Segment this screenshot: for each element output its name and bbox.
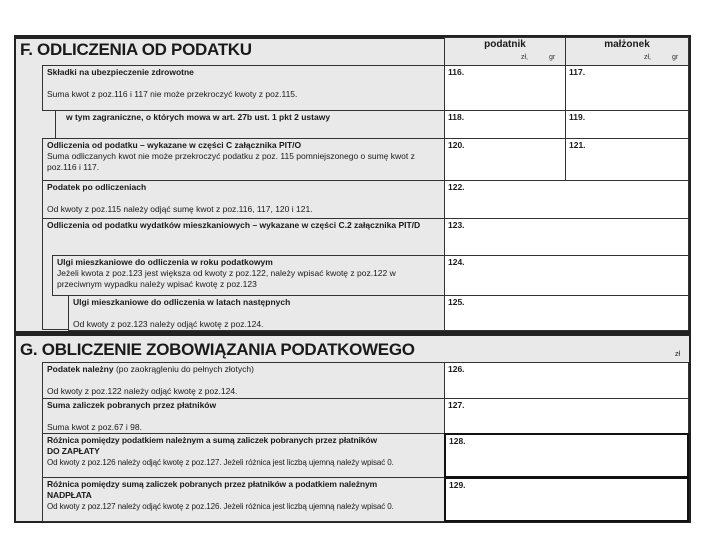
row-note: Suma kwot z poz.116 i 117 nie może przekroczyć kwoty z poz.115. xyxy=(47,89,298,99)
field-122[interactable] xyxy=(444,180,689,219)
unit-zl: zł, xyxy=(644,54,651,61)
row-ulgi-rok-podatkowy xyxy=(52,255,445,296)
row-nadplata xyxy=(42,477,445,522)
section-divider xyxy=(14,331,691,336)
column-label: małżonek xyxy=(604,39,650,50)
row-subtitle: NADPŁATA xyxy=(47,490,92,500)
field-125[interactable] xyxy=(444,295,689,331)
field-117[interactable] xyxy=(565,65,689,111)
field-123[interactable] xyxy=(444,218,689,256)
row-suma-zaliczek xyxy=(42,398,445,434)
field-120[interactable] xyxy=(444,138,566,181)
unit-zl: zł, xyxy=(521,54,528,61)
field-number: 119. xyxy=(569,112,586,122)
row-note: Suma odliczanych kwot nie może przekroczyć podatku z poz. 115 pomniejszonego o sumę kwot z poz.116 i 117. xyxy=(47,151,415,172)
row-title: Różnica pomiędzy sumą zaliczek pobranych przez płatników a podatkiem należnym xyxy=(47,479,378,489)
field-126[interactable] xyxy=(444,362,689,399)
field-128[interactable] xyxy=(444,433,689,478)
row-zagraniczne xyxy=(55,110,445,139)
row-note: Od kwoty z poz.126 należy odjąć kwotę z poz.127. Jeżeli różnica jest liczbą ujemną należy wpisać 0. xyxy=(47,458,394,467)
row-title: Odliczenia od podatku – wykazane w części C załącznika PIT/O xyxy=(47,140,302,150)
row-odliczenia-pito xyxy=(42,138,445,181)
field-116[interactable] xyxy=(444,65,566,111)
row-title: Ulgi mieszkaniowe do odliczenia w latach następnych xyxy=(73,297,291,307)
field-124[interactable] xyxy=(444,255,689,296)
unit-gr: gr xyxy=(549,54,556,61)
section-g-title: G. OBLICZENIE ZOBOWIĄZANIA PODATKOWEGO xyxy=(20,340,415,359)
field-number: 123. xyxy=(448,220,465,230)
field-number: 121. xyxy=(569,140,586,150)
row-note: Od kwoty z poz.123 należy odjąć kwotę z poz.124. xyxy=(73,319,264,329)
field-number: 126. xyxy=(448,364,465,374)
field-number: 124. xyxy=(448,257,465,267)
section-f-title: F. ODLICZENIA OD PODATKU xyxy=(20,40,252,59)
column-header-malzonek xyxy=(565,37,689,66)
row-title: Różnica pomiędzy podatkiem należnym a sumą zaliczek pobranych przez płatników xyxy=(47,435,378,445)
row-title: Suma zaliczek pobranych przez płatników xyxy=(47,400,217,410)
field-119[interactable] xyxy=(565,110,689,139)
field-number: 118. xyxy=(448,112,465,122)
row-title: Podatek należny xyxy=(47,364,114,374)
column-label: podatnik xyxy=(484,39,526,50)
row-note: Od kwoty z poz.115 należy odjąć sumę kwot z poz.116, 117, 120 i 121. xyxy=(47,204,313,214)
field-number: 129. xyxy=(449,480,466,490)
row-subtitle: DO ZAPŁATY xyxy=(47,446,100,456)
field-number: 128. xyxy=(449,436,466,446)
field-129[interactable] xyxy=(444,477,689,522)
field-number: 125. xyxy=(448,297,465,307)
row-note: Suma kwot z poz.67 i 98. xyxy=(47,422,142,432)
field-number: 116. xyxy=(448,67,465,77)
unit-zl: zł xyxy=(675,351,681,358)
row-podatek-po-odliczeniach xyxy=(42,180,445,219)
row-note: Jeżeli kwota z poz.123 jest większa od kwoty z poz.122, należy wpisać kwotę z poz.122 w przeciwnym wypadku należy wpisać kwotę z poz.123 xyxy=(57,268,396,289)
row-note: Od kwoty z poz.127 należy odjąć kwotę z poz.126. Jeżeli różnica jest liczbą ujemną należy wpisać 0. xyxy=(47,502,394,511)
row-title: w tym zagraniczne, o których mowa w art. 27b ust. 1 pkt 2 ustawy xyxy=(66,112,331,122)
row-ulgi-lata-nastepne xyxy=(68,295,445,331)
row-title: Składki na ubezpieczenie zdrowotne xyxy=(47,67,194,77)
column-header-podatnik xyxy=(444,37,566,66)
field-118[interactable] xyxy=(444,110,566,139)
field-127[interactable] xyxy=(444,398,689,434)
field-number: 127. xyxy=(448,400,465,410)
unit-gr: gr xyxy=(672,54,679,61)
field-number: 122. xyxy=(448,182,465,192)
field-number: 117. xyxy=(569,67,586,77)
row-title-extra: (po zaokrągleniu do pełnych złotych) xyxy=(113,364,254,374)
row-title: Ulgi mieszkaniowe do odliczenia w roku podatkowym xyxy=(57,257,273,267)
row-podatek-nalezny xyxy=(42,362,445,399)
row-skladki xyxy=(42,65,445,111)
field-121[interactable] xyxy=(565,138,689,181)
row-note: Od kwoty z poz.122 należy odjąć kwotę z poz.124. xyxy=(47,386,238,396)
row-do-zaplaty xyxy=(42,433,445,478)
field-number: 120. xyxy=(448,140,465,150)
row-title: Podatek po odliczeniach xyxy=(47,182,147,192)
row-title: Odliczenia od podatku wydatków mieszkaniowych – wykazane w części C.2 załącznika PIT/D xyxy=(47,220,421,230)
